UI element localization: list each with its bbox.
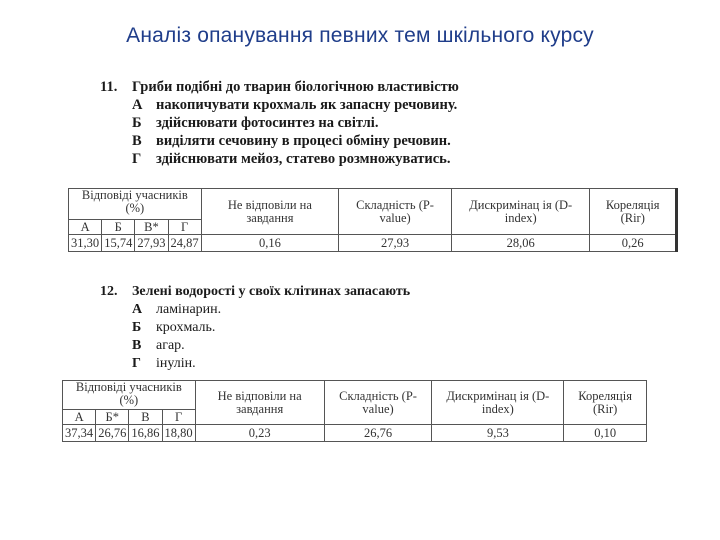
value-cell: 0,16 [201,235,338,252]
header-difficulty: Складність (P-value) [339,189,452,235]
header-discrimination: Дискримінац ія (D-index) [452,189,590,235]
value-cell: 0,23 [195,425,324,442]
question-number: 12. [100,284,118,299]
value-cell: 27,93 [339,235,452,252]
sub-header: А [63,410,96,425]
option-g: Г здійснювати мейоз, статево розмножуватись. [132,151,451,167]
sub-header: В [129,410,162,425]
header-answers: Відповіді учасників (%) [69,189,202,220]
option-v: В виділяти сечовину в процесі обміну речовин. [132,133,451,149]
value-cell: 0,26 [590,235,677,252]
value-cell: 0,10 [564,425,647,442]
header-correlation: Кореляція (Rir) [564,381,647,425]
value-cell: 24,87 [168,235,201,252]
header-correlation: Кореляція (Rir) [590,189,677,235]
question-text: Гриби подібні до тварин біологічною властивістю [132,79,459,95]
sub-header: А [69,220,102,235]
value-cell: 15,74 [102,235,135,252]
value-cell: 9,53 [432,425,564,442]
header-difficulty: Складність (P-value) [324,381,432,425]
question-text: Зелені водорості у своїх клітинах запасають [132,284,411,299]
value-cell: 26,76 [324,425,432,442]
sub-header: Б [102,220,135,235]
header-no-answer: Не відповіли на завдання [201,189,338,235]
sub-header: Г [162,410,195,425]
value-cell: 27,93 [135,235,168,252]
slide-title: Аналіз опанування певних тем шкільного курсу [126,24,594,47]
option-b: Б здійснювати фотосинтез на світлі. [132,115,379,131]
value-cell: 37,34 [63,425,96,442]
value-cell: 16,86 [129,425,162,442]
sub-header: В* [135,220,168,235]
value-cell: 31,30 [69,235,102,252]
stats-table-12 [62,380,647,442]
header-discrimination: Дискримінац ія (D-index) [432,381,564,425]
option-g: Г інулін. [132,356,196,371]
header-answers: Відповіді учасників (%) [63,381,196,410]
value-cell: 28,06 [452,235,590,252]
question-number: 11. [100,79,118,95]
question-12 [100,283,410,373]
option-a: А накопичувати крохмаль як запасну речовину. [132,97,458,113]
stats-table-11 [68,188,678,252]
value-cell: 26,76 [96,425,129,442]
option-v: В агар. [132,338,185,353]
header-no-answer: Не відповіли на завдання [195,381,324,425]
option-a: А ламінарин. [132,302,222,317]
option-b: Б крохмаль. [132,320,216,335]
sub-header: Г [168,220,201,235]
value-cell: 18,80 [162,425,195,442]
question-11 [100,78,459,168]
sub-header: Б* [96,410,129,425]
